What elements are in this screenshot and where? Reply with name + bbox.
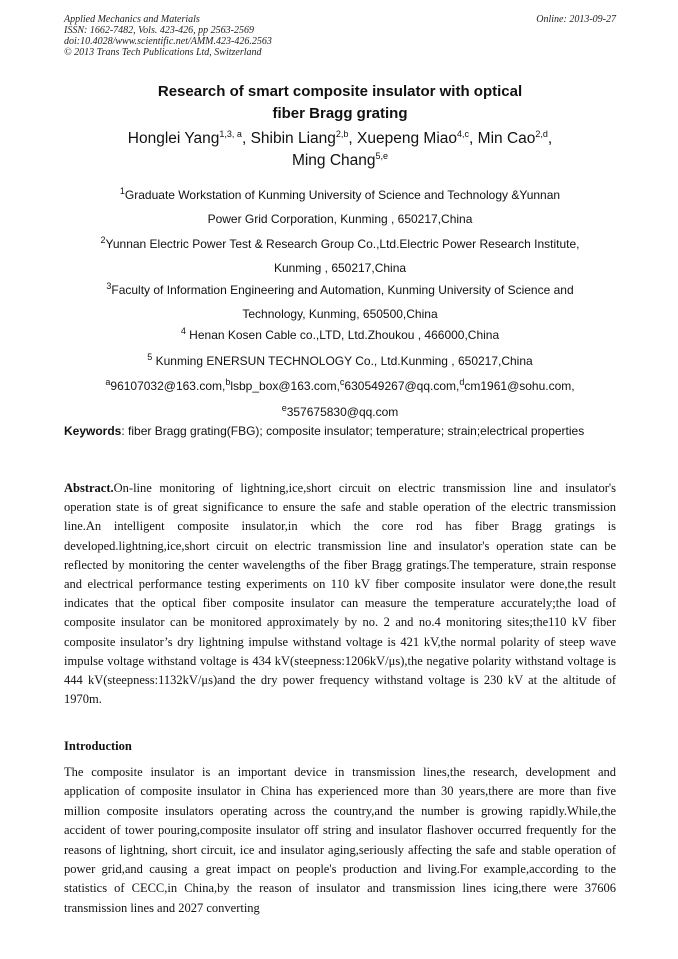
email-address: 96107032@163.com,	[110, 379, 226, 393]
author-sep: ,	[348, 130, 358, 147]
email-address: lsbp_box@163.com,	[230, 379, 340, 393]
author-sup: 2,d	[535, 128, 548, 139]
author-sep: ,	[547, 130, 553, 147]
abstract	[64, 479, 616, 709]
author-sup: 2,b	[335, 128, 349, 139]
author-sup: 4,c	[457, 128, 470, 139]
author-name: Honglei Yang	[127, 130, 220, 147]
affiliation-1	[64, 183, 616, 231]
abstract-text: On-line monitoring of lightning,ice,short circuit on electric transmission line and insulator's operation state is of great significance to ensure the safe and stable operation of the electric transmission line.An intelligent composite insulator,in which the core rod has fiber Bragg gratings is developed.lightning,ice,short circuit on electric transmission line and insulator's operation state can be reflected by monitoring the center wavelengths of the fiber Bragg gratings.The temperature, strain response and electrical performance testing experiments on 110 kV fiber composite insulator were done,the result indicates that the optical fiber composite insulator can measure the temperature accurately;the load of composite insulator can be monitored approximately by no. 2 and no.4 monitoring sites;the110 kV fiber composite insulator’s dry lightning impulse withstand voltage is 421 kV,the normal polarity of steep wave impulse voltage withstand voltage is 434 kV(steepness:1206kV/μs),the negative polarity withstand voltage is 444 kV(steepness:1132kV/μs)and the dry power frequency withstand voltage is 230 kV at the altitude of 1970m.	[64, 481, 616, 707]
author-name: Ming Chang	[291, 152, 376, 169]
affiliation-text: Faculty of Information Engineering and Automation, Kunming University of Science and	[111, 283, 574, 297]
author-sep: ,	[469, 130, 478, 147]
journal-name: Applied Mechanics and Materials	[64, 14, 200, 25]
affiliation-4	[64, 327, 616, 343]
affiliation-text: Yunnan Electric Power Test & Research Group Co.,Ltd.Electric Power Research Institute,	[105, 237, 580, 251]
authors-line-2	[64, 150, 616, 172]
paper-title	[64, 81, 616, 125]
author-name: Shibin Liang	[250, 130, 336, 147]
author-sup: 5,e	[375, 150, 389, 161]
email-sup: e	[281, 403, 287, 413]
affiliation-text: Graduate Workstation of Kunming University of Science and Technology &Yunnan	[124, 188, 561, 202]
affiliation-text: Kunming ENERSUN TECHNOLOGY Co., Ltd.Kunming , 650217,China	[152, 354, 533, 368]
email-address: 357675830@qq.com	[286, 405, 399, 419]
author-sup: 1,3, a	[219, 128, 242, 139]
affiliation-sup: 5	[147, 352, 153, 362]
journal-header	[64, 14, 616, 58]
affiliation-sup: 3	[106, 281, 112, 291]
copyright-line: © 2013 Trans Tech Publications Ltd, Switzerland	[64, 47, 262, 58]
affiliation-3	[64, 278, 616, 326]
affiliation-sup: 2	[100, 235, 106, 245]
email-sup: c	[339, 377, 345, 387]
author-list	[64, 128, 616, 172]
email-sup: a	[105, 377, 111, 387]
introduction-text: The composite insulator is an important device in transmission lines,the research, development and application of composite insulator in China has experienced more than 30 years,there are more than five million composite insulators operating across the country,and the number is growing rapidly.While,the accident of tower pouring,composite insulator off string and insulator flashover occurred frequently for the reasons of lightning, short circuit, ice and insulator aging,seriously affecting the safe and stable operation of power grid,and causing a great impact on people's production and living.For example,according to the statistics of CECC,in China,by the reason of insulator and transmission lines icing,there were 37606 transmission lines and 2027 converting	[64, 765, 616, 915]
affiliation-text: Power Grid Corporation, Kunming , 650217,China	[207, 212, 473, 226]
email-sup: d	[459, 377, 465, 387]
email-address: 630549267@qq.com,	[344, 379, 460, 393]
email-address: cm1961@sohu.com,	[464, 379, 575, 393]
abstract-label: Abstract.	[64, 481, 114, 495]
online-date: Online: 2013-09-27	[536, 14, 616, 25]
email-list	[64, 378, 616, 420]
affiliation-sup: 1	[119, 186, 125, 196]
keywords-label: Keywords	[64, 424, 122, 438]
affiliation-5	[64, 353, 616, 369]
affiliation-2	[64, 232, 616, 280]
author-name: Min Cao	[477, 130, 536, 147]
issn-line: ISSN: 1662-7482, Vols. 423-426, pp 2563-2569	[64, 25, 254, 36]
keywords	[64, 422, 616, 440]
author-sep: ,	[241, 130, 251, 147]
title-line-1: Research of smart composite insulator with optical	[157, 83, 523, 100]
authors-line-1	[64, 128, 616, 150]
affiliation-text: Henan Kosen Cable co.,LTD, Ltd.Zhoukou , 466000,China	[185, 328, 500, 342]
affiliation-text: Kunming , 650217,China	[273, 261, 407, 275]
affiliation-sup: 4	[180, 326, 186, 336]
section-heading-introduction: Introduction	[64, 739, 132, 753]
title-line-2: fiber Bragg grating	[272, 105, 408, 122]
affiliation-text: Technology, Kunming, 650500,China	[242, 307, 438, 321]
author-name: Xuepeng Miao	[357, 130, 458, 147]
keywords-text: : fiber Bragg grating(FBG); composite insulator; temperature; strain;electrical properties	[121, 424, 585, 438]
doi-line: doi:10.4028/www.scientific.net/AMM.423-426.2563	[64, 36, 272, 47]
email-sup: b	[225, 377, 231, 387]
